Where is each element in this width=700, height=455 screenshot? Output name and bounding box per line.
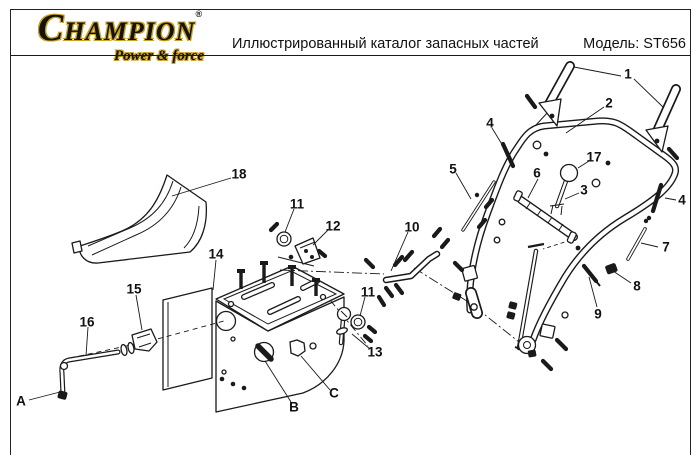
registered-mark-icon: ® [195, 9, 203, 19]
part-label-16: 16 [79, 314, 95, 330]
part-label-6: 6 [533, 165, 541, 181]
deflector-panel-part18 [72, 175, 206, 263]
part-label-18: 18 [231, 166, 247, 182]
part-label-10: 10 [404, 219, 420, 235]
part-label-4-left: 4 [486, 115, 494, 131]
part-label-4-right: 4 [678, 192, 686, 208]
part-label-1: 1 [624, 66, 632, 82]
part-label-13: 13 [367, 344, 383, 360]
part-label-8: 8 [633, 278, 641, 294]
brand-name: CHAMPION [37, 7, 196, 49]
part-label-A: A [16, 393, 26, 409]
crank-hole [217, 312, 236, 331]
right-leg-hardware [519, 324, 567, 369]
bolt-part9 [584, 266, 596, 281]
link-bracket-part10 [366, 229, 448, 305]
brand-tagline: Power & force [114, 47, 204, 64]
part-label-12: 12 [325, 218, 341, 234]
grip-part1-left [527, 66, 570, 126]
knob-part17 [561, 165, 578, 182]
part-label-C: C [329, 385, 339, 401]
part-label-14: 14 [208, 246, 224, 262]
part-label-7: 7 [662, 239, 670, 255]
ring-part11-lower [351, 315, 375, 341]
part-label-15: 15 [126, 281, 142, 297]
page-title: Иллюстрированный каталог запасных частей [232, 36, 539, 52]
part-label-17: 17 [586, 149, 602, 165]
part-label-2: 2 [605, 95, 613, 111]
model-label: Модель: ST656 [583, 36, 686, 52]
part-label-5: 5 [449, 161, 457, 177]
part-label-3: 3 [580, 182, 588, 198]
part-label-11-upper: 11 [289, 196, 305, 212]
control-box-part14 [163, 261, 344, 412]
crank-rod-part16 [57, 342, 135, 400]
part-label-B: B [289, 399, 299, 415]
part-label-11-lower: 11 [360, 284, 376, 300]
part-label-9: 9 [594, 306, 602, 322]
bracket-part15 [132, 329, 157, 351]
